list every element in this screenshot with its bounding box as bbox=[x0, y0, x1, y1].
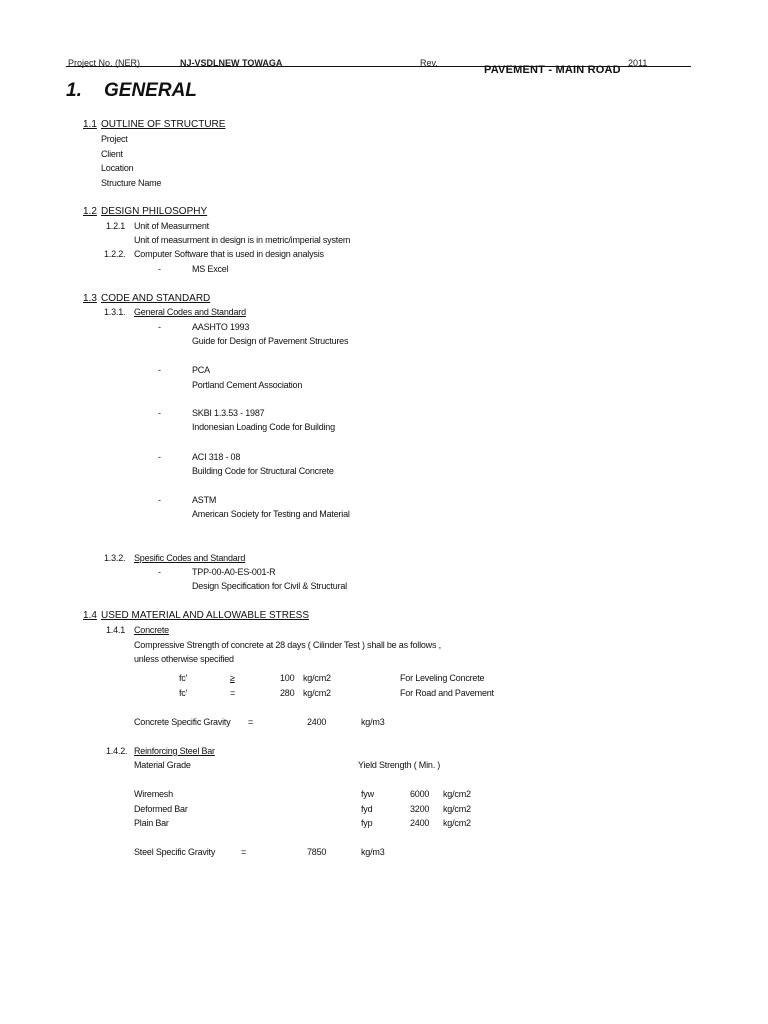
steel-symbol: fyp bbox=[361, 818, 373, 828]
concrete-sg-value: 2400 bbox=[307, 717, 327, 727]
concrete-value: 100 bbox=[280, 673, 295, 683]
steel-value: 6000 bbox=[410, 789, 430, 799]
spec-description: Design Specification for Civil & Structural bbox=[192, 581, 347, 591]
s121-title: Unit of Measurment bbox=[134, 221, 209, 231]
concrete-text-line2: unless otherwise specified bbox=[134, 654, 234, 664]
steel-value: 2400 bbox=[410, 818, 430, 828]
code-name: ACI 318 - 08 bbox=[192, 452, 241, 462]
code-dash: - bbox=[158, 365, 161, 375]
section-title: GENERAL bbox=[104, 80, 197, 101]
code-description: Guide for Design of Pavement Structures bbox=[192, 336, 349, 346]
yield-strength-label: Yield Strength ( Min. ) bbox=[358, 760, 441, 770]
s14-number: 1.4 bbox=[83, 610, 97, 621]
steel-unit: kg/cm2 bbox=[443, 804, 471, 814]
header-date: 2011 bbox=[628, 58, 648, 68]
s11-number: 1.1 bbox=[83, 119, 97, 130]
code-name: ASTM bbox=[192, 495, 217, 505]
outline-structure-name: Structure Name bbox=[101, 178, 162, 188]
s12-title: DESIGN PHILOSOPHY bbox=[101, 206, 208, 217]
concrete-text-line1: Compressive Strength of concrete at 28 days ( Cilinder Test ) shall be as follows , bbox=[134, 640, 441, 650]
s141-number: 1.4.1 bbox=[106, 625, 126, 635]
s132-number: 1.3.2. bbox=[104, 553, 126, 563]
section-number: 1. bbox=[66, 80, 82, 101]
s121-number: 1.2.1 bbox=[106, 221, 126, 231]
code-dash: - bbox=[158, 495, 161, 505]
s13-title: CODE AND STANDARD bbox=[101, 293, 211, 304]
s132-title: Spesific Codes and Standard bbox=[134, 553, 246, 563]
code-name: PCA bbox=[192, 365, 210, 375]
s13-number: 1.3 bbox=[83, 293, 97, 304]
steel-symbol: fyd bbox=[361, 804, 373, 814]
concrete-operator: = bbox=[230, 688, 236, 698]
steel-sg-unit: kg/m3 bbox=[361, 847, 385, 857]
code-name: SKBI 1.3.53 - 1987 bbox=[192, 408, 265, 418]
code-name: AASHTO 1993 bbox=[192, 322, 250, 332]
steel-sg-label: Steel Specific Gravity bbox=[134, 847, 216, 857]
steel-name: Plain Bar bbox=[134, 818, 169, 828]
document-title: NJ-VSDLNEW TOWAGA bbox=[180, 58, 283, 68]
revision-label: Rev. bbox=[420, 58, 438, 68]
code-description: Building Code for Structural Concrete bbox=[192, 466, 334, 476]
software-dash: - bbox=[158, 264, 161, 274]
concrete-symbol: fc' bbox=[179, 688, 188, 698]
s14-title: USED MATERIAL AND ALLOWABLE STRESS bbox=[101, 610, 310, 621]
steel-name: Deformed Bar bbox=[134, 804, 188, 814]
concrete-sg-eq: = bbox=[248, 717, 254, 727]
code-dash: - bbox=[158, 408, 161, 418]
s12-number: 1.2 bbox=[83, 206, 97, 217]
concrete-unit: kg/cm2 bbox=[303, 688, 331, 698]
concrete-unit: kg/cm2 bbox=[303, 673, 331, 683]
steel-symbol: fyw bbox=[361, 789, 374, 799]
concrete-use: For Leveling Concrete bbox=[400, 673, 485, 683]
concrete-sg-unit: kg/m3 bbox=[361, 717, 385, 727]
s141-title: Concrete bbox=[134, 625, 169, 635]
steel-unit: kg/cm2 bbox=[443, 789, 471, 799]
spec-dash: - bbox=[158, 567, 161, 577]
outline-location: Location bbox=[101, 163, 134, 173]
spec-code: TPP-00-A0-ES-001-R bbox=[192, 567, 276, 577]
steel-unit: kg/cm2 bbox=[443, 818, 471, 828]
s11-title: OUTLINE OF STRUCTURE bbox=[101, 119, 226, 130]
steel-sg-eq: = bbox=[241, 847, 247, 857]
code-dash: - bbox=[158, 452, 161, 462]
concrete-sg-label: Concrete Specific Gravity bbox=[134, 717, 231, 727]
code-description: American Society for Testing and Material bbox=[192, 509, 350, 519]
outline-project: Project bbox=[101, 134, 128, 144]
concrete-symbol: fc' bbox=[179, 673, 188, 683]
material-grade-label: Material Grade bbox=[134, 760, 191, 770]
sheet-title: PAVEMENT - MAIN ROAD bbox=[484, 64, 621, 76]
header-rule bbox=[66, 66, 691, 67]
software-item: MS Excel bbox=[192, 264, 229, 274]
steel-value: 3200 bbox=[410, 804, 430, 814]
concrete-use: For Road and Pavement bbox=[400, 688, 494, 698]
outline-client: Client bbox=[101, 149, 123, 159]
s142-number: 1.4.2. bbox=[106, 746, 128, 756]
concrete-value: 280 bbox=[280, 688, 295, 698]
s131-title: General Codes and Standard bbox=[134, 307, 246, 317]
s131-number: 1.3.1. bbox=[104, 307, 126, 317]
steel-name: Wiremesh bbox=[134, 789, 173, 799]
s121-text: Unit of measurment in design is in metric/imperial system bbox=[134, 235, 351, 245]
concrete-operator: ≥ bbox=[230, 673, 235, 683]
code-description: Indonesian Loading Code for Building bbox=[192, 422, 335, 432]
steel-sg-value: 7850 bbox=[307, 847, 327, 857]
code-description: Portland Cement Association bbox=[192, 380, 303, 390]
project-number: Project No. (NER) bbox=[68, 58, 141, 68]
code-dash: - bbox=[158, 322, 161, 332]
s122-title: Computer Software that is used in design analysis bbox=[134, 249, 324, 259]
s142-title: Reinforcing Steel Bar bbox=[134, 746, 215, 756]
s122-number: 1.2.2. bbox=[104, 249, 126, 259]
